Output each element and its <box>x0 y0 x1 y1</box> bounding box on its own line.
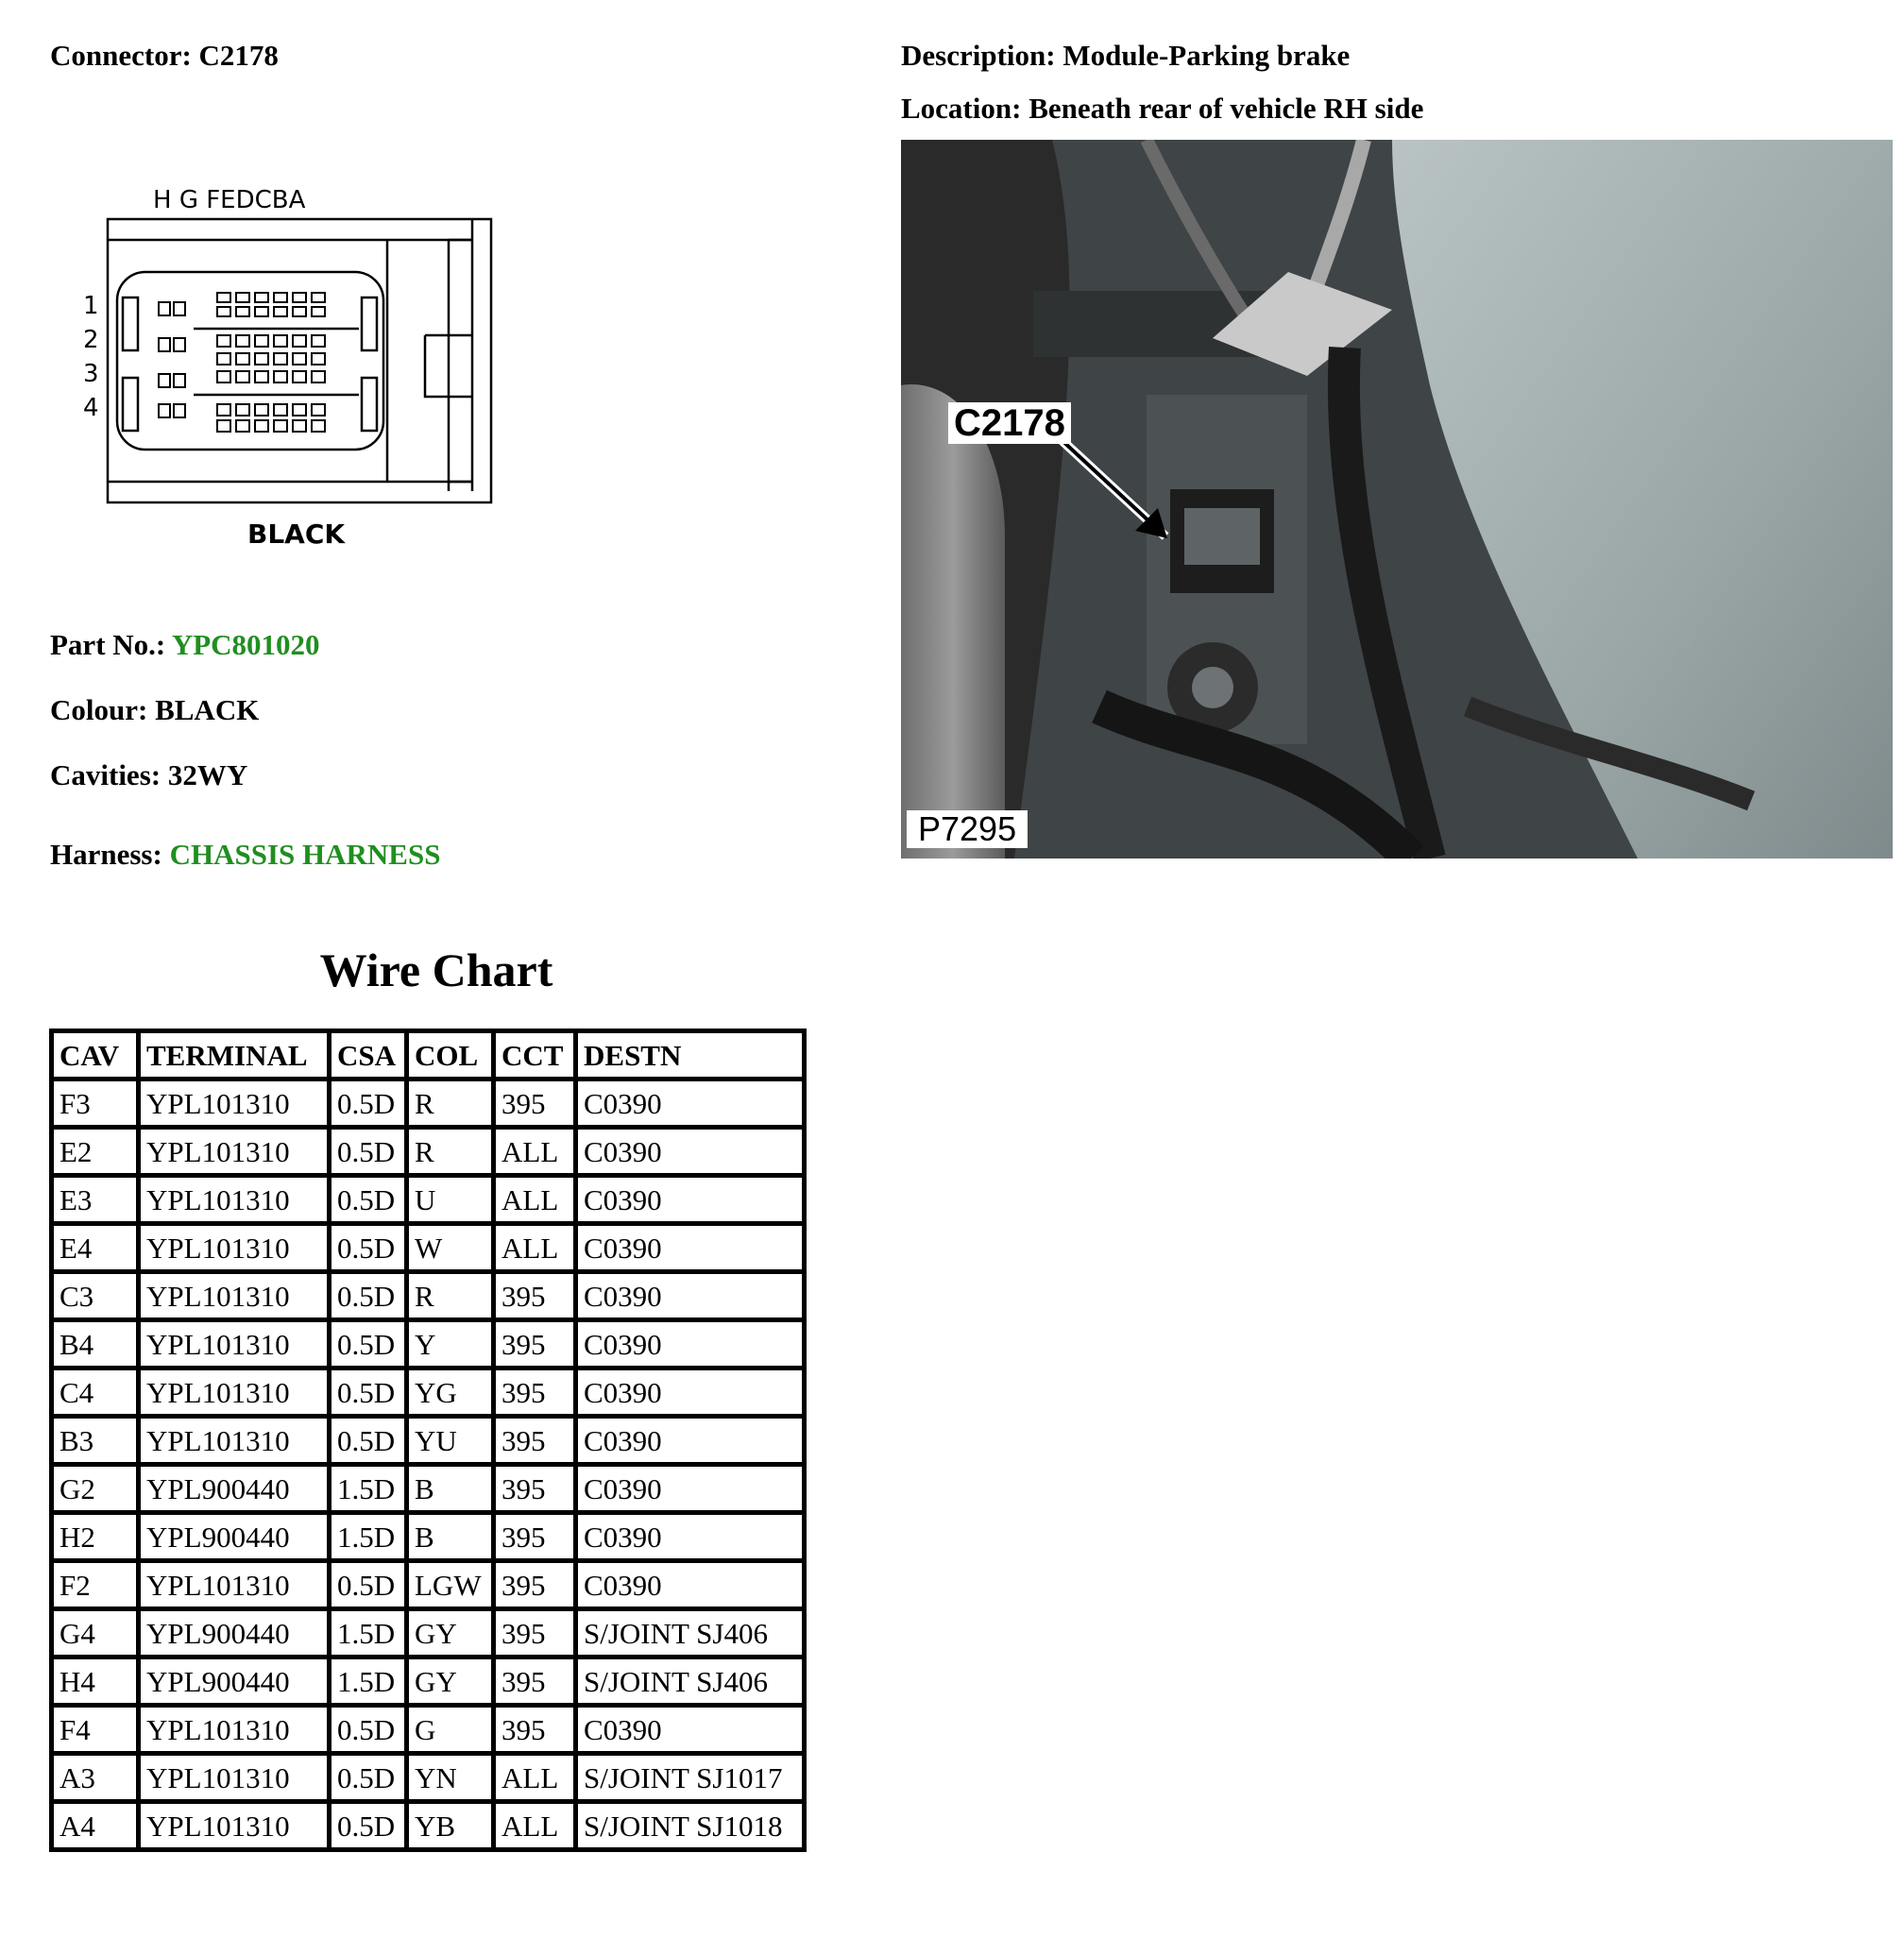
cell-destn: C0390 <box>576 1224 805 1272</box>
cell-col: YU <box>407 1417 494 1465</box>
cell-csa: 0.5D <box>330 1561 407 1609</box>
location-value: Beneath rear of vehicle RH side <box>1028 92 1424 125</box>
cell-col: LGW <box>407 1561 494 1609</box>
cell-cct: 395 <box>494 1368 576 1417</box>
cell-cct: 395 <box>494 1706 576 1754</box>
cell-destn: C0390 <box>576 1561 805 1609</box>
cell-col: B <box>407 1465 494 1513</box>
cell-col: YB <box>407 1802 494 1850</box>
table-row <box>52 1417 805 1465</box>
table-row <box>52 1128 805 1176</box>
cell-cav: F4 <box>52 1706 139 1754</box>
connector-value: C2178 <box>198 39 279 72</box>
description-value: Module-Parking brake <box>1062 39 1351 72</box>
cell-terminal: YPL900440 <box>139 1658 330 1706</box>
connector-label: Connector: <box>50 39 192 72</box>
cell-cct: 395 <box>494 1272 576 1320</box>
table-row <box>52 1609 805 1658</box>
cell-destn: C0390 <box>576 1176 805 1224</box>
cell-cav: E2 <box>52 1128 139 1176</box>
cell-destn: S/JOINT SJ1017 <box>576 1754 805 1802</box>
cell-cct: 395 <box>494 1465 576 1513</box>
cell-destn: C0390 <box>576 1128 805 1176</box>
cell-terminal: YPL101310 <box>139 1080 330 1128</box>
harness-label: Harness: <box>50 838 162 871</box>
cell-destn: C0390 <box>576 1706 805 1754</box>
cell-terminal: YPL101310 <box>139 1320 330 1368</box>
cell-terminal: YPL900440 <box>139 1513 330 1561</box>
cell-cav: E4 <box>52 1224 139 1272</box>
cell-destn: C0390 <box>576 1513 805 1561</box>
cell-cav: B4 <box>52 1320 139 1368</box>
cell-cct: ALL <box>494 1128 576 1176</box>
cell-col: R <box>407 1080 494 1128</box>
cell-terminal: YPL101310 <box>139 1561 330 1609</box>
cell-destn: C0390 <box>576 1320 805 1368</box>
cell-csa: 0.5D <box>330 1802 407 1850</box>
cell-csa: 0.5D <box>330 1754 407 1802</box>
cell-destn: S/JOINT SJ406 <box>576 1658 805 1706</box>
cell-cav: G2 <box>52 1465 139 1513</box>
cell-col: YG <box>407 1368 494 1417</box>
cell-cct: 395 <box>494 1417 576 1465</box>
cell-cct: 395 <box>494 1561 576 1609</box>
cell-csa: 1.5D <box>330 1465 407 1513</box>
cell-terminal: YPL101310 <box>139 1368 330 1417</box>
row-number-4: 4 <box>83 394 99 422</box>
cavities-value: 32WY <box>167 758 248 791</box>
cell-destn: C0390 <box>576 1368 805 1417</box>
part-number-line <box>50 630 320 659</box>
cell-csa: 0.5D <box>330 1320 407 1368</box>
connector-face-diagram <box>76 179 510 557</box>
cell-cct: ALL <box>494 1224 576 1272</box>
cell-cct: ALL <box>494 1176 576 1224</box>
cell-terminal: YPL101310 <box>139 1176 330 1224</box>
cell-col: GY <box>407 1658 494 1706</box>
colour-line <box>50 695 259 724</box>
table-row <box>52 1465 805 1513</box>
cell-destn: S/JOINT SJ1018 <box>576 1802 805 1850</box>
cell-csa: 0.5D <box>330 1224 407 1272</box>
cell-cav: A3 <box>52 1754 139 1802</box>
cell-cav: H4 <box>52 1658 139 1706</box>
table-row <box>52 1513 805 1561</box>
column-header-terminal: TERMINAL <box>139 1031 330 1080</box>
cell-col: R <box>407 1128 494 1176</box>
column-header-cct: CCT <box>494 1031 576 1080</box>
table-row <box>52 1706 805 1754</box>
table-row <box>52 1272 805 1320</box>
column-header-col: COL <box>407 1031 494 1080</box>
cell-col: Y <box>407 1320 494 1368</box>
colour-label: Colour: <box>50 693 148 726</box>
connector-colour-caption: BLACK <box>247 518 346 550</box>
location-label: Location: <box>901 92 1022 125</box>
cell-terminal: YPL101310 <box>139 1224 330 1272</box>
part-number-link[interactable]: YPC801020 <box>171 628 320 661</box>
cell-csa: 1.5D <box>330 1609 407 1658</box>
table-row <box>52 1754 805 1802</box>
column-header-csa: CSA <box>330 1031 407 1080</box>
cell-csa: 1.5D <box>330 1658 407 1706</box>
wire-chart-table <box>49 1028 807 1852</box>
cavities-line <box>50 760 247 790</box>
table-row <box>52 1658 805 1706</box>
cell-terminal: YPL900440 <box>139 1609 330 1658</box>
cell-csa: 0.5D <box>330 1272 407 1320</box>
description-label: Description: <box>901 39 1056 72</box>
cell-csa: 0.5D <box>330 1176 407 1224</box>
photo-figure-code: P7295 <box>907 810 1028 848</box>
row-number-1: 1 <box>83 292 99 320</box>
cell-csa: 1.5D <box>330 1513 407 1561</box>
table-row <box>52 1224 805 1272</box>
table-row <box>52 1320 805 1368</box>
cell-cct: 395 <box>494 1513 576 1561</box>
cell-cct: 395 <box>494 1320 576 1368</box>
cell-cav: E3 <box>52 1176 139 1224</box>
cell-col: YN <box>407 1754 494 1802</box>
cell-col: B <box>407 1513 494 1561</box>
cell-terminal: YPL101310 <box>139 1706 330 1754</box>
connector-heading <box>50 41 279 70</box>
table-row <box>52 1561 805 1609</box>
cell-cav: B3 <box>52 1417 139 1465</box>
colour-value: BLACK <box>155 693 260 726</box>
cell-terminal: YPL101310 <box>139 1802 330 1850</box>
cell-col: R <box>407 1272 494 1320</box>
part-number-label: Part No.: <box>50 628 166 661</box>
cell-destn: C0390 <box>576 1465 805 1513</box>
cell-cct: 395 <box>494 1080 576 1128</box>
cell-cct: 395 <box>494 1658 576 1706</box>
location-heading <box>901 94 1423 123</box>
table-header-row <box>52 1031 805 1080</box>
cell-csa: 0.5D <box>330 1368 407 1417</box>
cell-col: GY <box>407 1609 494 1658</box>
cell-destn: S/JOINT SJ406 <box>576 1609 805 1658</box>
cell-col: G <box>407 1706 494 1754</box>
table-row <box>52 1802 805 1850</box>
column-header-cav: CAV <box>52 1031 139 1080</box>
cell-terminal: YPL101310 <box>139 1417 330 1465</box>
cell-cav: F3 <box>52 1080 139 1128</box>
harness-line <box>50 840 440 869</box>
cell-cav: F2 <box>52 1561 139 1609</box>
cell-cav: G4 <box>52 1609 139 1658</box>
column-header-destn: DESTN <box>576 1031 805 1080</box>
row-number-2: 2 <box>83 326 99 354</box>
cell-cav: A4 <box>52 1802 139 1850</box>
cell-col: U <box>407 1176 494 1224</box>
location-photo <box>901 140 1893 858</box>
row-number-3: 3 <box>83 360 99 388</box>
cell-cct: 395 <box>494 1609 576 1658</box>
description-heading <box>901 41 1350 70</box>
cell-terminal: YPL101310 <box>139 1128 330 1176</box>
table-row <box>52 1368 805 1417</box>
cell-destn: C0390 <box>576 1417 805 1465</box>
cell-cav: C3 <box>52 1272 139 1320</box>
cell-destn: C0390 <box>576 1080 805 1128</box>
table-row <box>52 1080 805 1128</box>
cell-terminal: YPL101310 <box>139 1272 330 1320</box>
cell-col: W <box>407 1224 494 1272</box>
cell-csa: 0.5D <box>330 1080 407 1128</box>
cell-destn: C0390 <box>576 1272 805 1320</box>
cell-terminal: YPL101310 <box>139 1754 330 1802</box>
wire-chart-title: Wire Chart <box>319 944 553 996</box>
harness-link[interactable]: CHASSIS HARNESS <box>169 838 441 871</box>
cell-cct: ALL <box>494 1802 576 1850</box>
connector-outline <box>76 179 510 557</box>
cell-csa: 0.5D <box>330 1128 407 1176</box>
table-row <box>52 1176 805 1224</box>
cell-csa: 0.5D <box>330 1417 407 1465</box>
column-letters: H G FEDCBA <box>153 186 306 214</box>
photo-callout-label: C2178 <box>948 402 1071 444</box>
cell-terminal: YPL900440 <box>139 1465 330 1513</box>
cavities-label: Cavities: <box>50 758 162 791</box>
cell-csa: 0.5D <box>330 1706 407 1754</box>
cell-cct: ALL <box>494 1754 576 1802</box>
cell-cav: H2 <box>52 1513 139 1561</box>
cell-cav: C4 <box>52 1368 139 1417</box>
